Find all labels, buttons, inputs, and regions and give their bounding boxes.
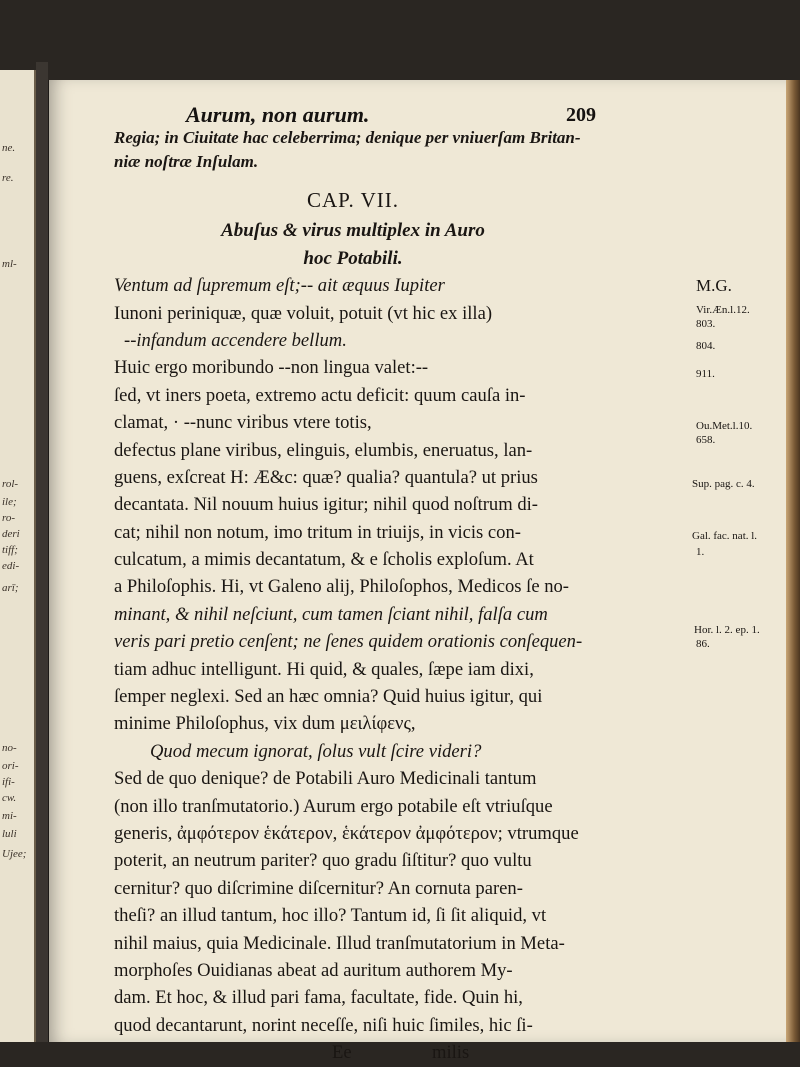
text-line: poterit, an neutrum pariter? quo gradu ſiſtitur? quo vultu bbox=[114, 850, 532, 872]
margin-note: Sup. pag. c. 4. bbox=[692, 478, 755, 490]
margin-note: 803. bbox=[696, 318, 716, 330]
facing-page-fragment: luli bbox=[2, 828, 17, 840]
facing-page-fragment: tiff; bbox=[2, 544, 18, 556]
text-line: niæ noſtræ Inſulam. bbox=[114, 152, 259, 172]
facing-page-edge bbox=[0, 70, 36, 1042]
facing-page-fragment: rol- bbox=[2, 478, 19, 490]
text-line: defectus plane viribus, elinguis, elumbis, eneruatus, lan- bbox=[114, 439, 533, 461]
text-line: culcatum, a mimis decantatum, & e ſcholis exploſum. At bbox=[114, 549, 534, 571]
facing-page-fragment: ro- bbox=[2, 512, 16, 524]
text-line: nihil maius, quia Medicinale. Illud tranſmutatorium in Meta- bbox=[114, 932, 565, 954]
text-line: ſed, vt iners poeta, extremo actu deficit: quum cauſa in- bbox=[114, 384, 526, 406]
facing-page-fragment: ml- bbox=[2, 258, 17, 270]
text-line: cernitur? quo diſcrimine diſcernitur? An cornuta paren- bbox=[114, 877, 523, 899]
margin-note: 658. bbox=[696, 434, 716, 446]
text-line: generis, ἀμφότερον ἑκάτερον, ἑκάτερον ἀμφότερον; vtrumque bbox=[114, 822, 579, 844]
text-block bbox=[114, 124, 592, 1067]
text-line: dam. Et hoc, & illud pari fama, facultate, fide. Quin hi, bbox=[114, 987, 523, 1009]
facing-page-fragment: ifi- bbox=[2, 776, 15, 788]
text-line: cat; nihil non notum, imo tritum in triuijs, in vicis con- bbox=[114, 521, 521, 543]
text-line: morphoſes Ouidianas abeat ad auritum authorem My- bbox=[114, 959, 513, 981]
facing-page-fragment: re. bbox=[2, 172, 14, 184]
text-line: Huic ergo moribundo --non lingua valet:-- bbox=[114, 357, 429, 379]
text-line: tiam adhuc intelligunt. Hi quid, & quales, ſæpe iam dixi, bbox=[114, 658, 534, 680]
facing-page-fragment: no- bbox=[2, 742, 17, 754]
text-line: clamat, · --nunc viribus vtere totis, bbox=[114, 412, 372, 434]
catchword: milis bbox=[432, 1042, 470, 1064]
chapter-subtitle: Abuſus & virus multiplex in Auro bbox=[221, 220, 485, 242]
book-gutter bbox=[36, 62, 48, 1042]
facing-page-fragment: mi- bbox=[2, 810, 17, 822]
facing-page-fragment: ori- bbox=[2, 760, 19, 772]
text-line: Quod mecum ignorat, ſolus vult ſcire videri? bbox=[150, 740, 482, 762]
margin-note: Gal. fac. nat. l. bbox=[692, 530, 758, 542]
text-line: Sed de quo denique? de Potabili Auro Medicinali tantum bbox=[114, 768, 537, 790]
signature-mark: Ee bbox=[332, 1042, 352, 1064]
facing-page-fragment: arī; bbox=[2, 582, 19, 594]
text-line: minant, & nihil neſciunt, cum tamen ſciant nihil, falſa cum bbox=[114, 603, 548, 625]
text-line: (non illo tranſmutatorio.) Aurum ergo potabile eſt vtriuſque bbox=[114, 795, 553, 817]
margin-note: 804. bbox=[696, 340, 716, 352]
chapter-subtitle: hoc Potabili. bbox=[303, 247, 403, 269]
page-number: 209 bbox=[566, 104, 596, 126]
margin-note: 911. bbox=[696, 368, 715, 380]
facing-page-fragment: cw. bbox=[2, 792, 17, 804]
text-line: Iunoni periniquæ, quæ voluit, potuit (vt hic ex illa) bbox=[114, 302, 493, 324]
facing-page-fragment: ile; bbox=[2, 496, 17, 508]
footer-line bbox=[114, 1039, 592, 1066]
text-line: quod decantarunt, norint neceſſe, niſi huic ſimiles, hic ſi- bbox=[114, 1014, 533, 1036]
text-line: veris pari pretio cenſent; ne ſenes quidem orationis conſequen- bbox=[114, 631, 583, 653]
chapter-heading: CAP. VII. bbox=[306, 188, 400, 213]
text-line: Regia; in Ciuitate hac celeberrima; denique per vniuerſam Britan- bbox=[114, 128, 581, 147]
page-fore-edge bbox=[786, 80, 800, 1042]
facing-page-fragment: ne. bbox=[2, 142, 16, 154]
facing-page-fragment: edi- bbox=[2, 560, 20, 572]
text-line: --infandum accendere bellum. bbox=[124, 329, 347, 351]
text-line: a Philoſophis. Hi, vt Galeno alij, Philoſophos, Medicos ſe no- bbox=[114, 576, 570, 598]
running-title: Aurum, non aurum. bbox=[186, 102, 370, 127]
facing-page-fragment: deri bbox=[2, 528, 20, 540]
margin-note: M.G. bbox=[696, 276, 732, 295]
text-line: Ventum ad ſupremum eſt;-- ait æquus Iupiter bbox=[114, 275, 445, 297]
margin-note: 86. bbox=[696, 638, 710, 650]
text-line: decantata. Nil nouum huius igitur; nihil quod noſtrum di- bbox=[114, 494, 538, 516]
text-line: ſemper neglexi. Sed an hæc omnia? Quid huius igitur, qui bbox=[114, 686, 543, 708]
facing-page-fragment: Ujee; bbox=[2, 848, 27, 860]
margin-note: 1. bbox=[696, 546, 705, 558]
text-line: minime Philoſophus, vix dum μειλίφενς, bbox=[114, 713, 416, 735]
margin-note: Hor. l. 2. ep. 1. bbox=[694, 624, 760, 636]
margin-note: Vir.Æn.l.12. bbox=[696, 304, 750, 316]
text-line: guens, exſcreat H: Æ&c: quæ? qualia? quantula? ut prius bbox=[114, 466, 538, 488]
text-line: theſi? an illud tantum, hoc illo? Tantum id, ſi ſit aliquid, vt bbox=[114, 905, 547, 927]
margin-note: Ou.Met.l.10. bbox=[696, 420, 753, 432]
